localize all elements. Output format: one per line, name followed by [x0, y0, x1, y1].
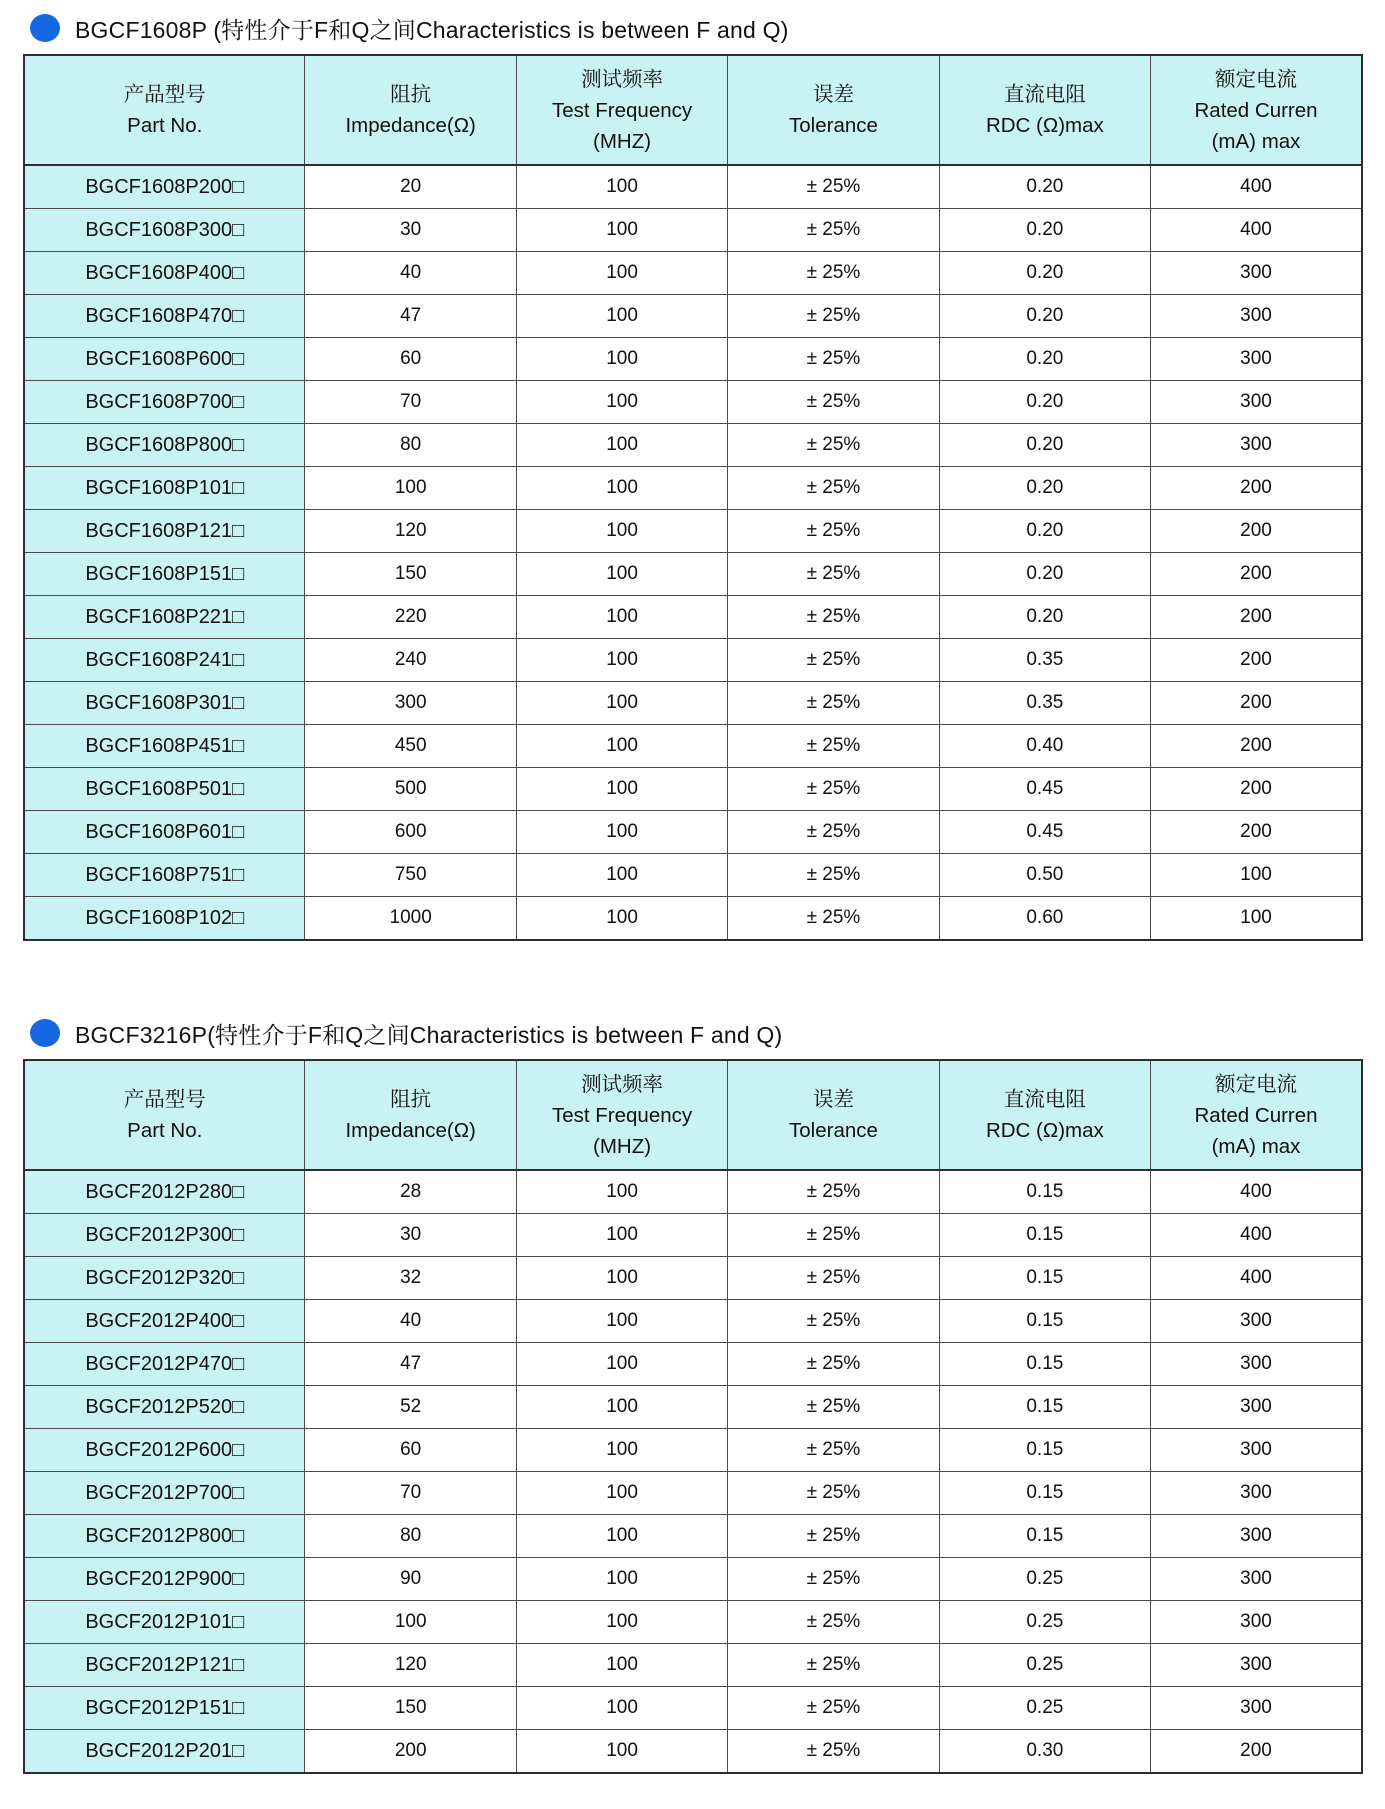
value-cell-test-frequency: 100	[516, 1170, 727, 1214]
table-row	[24, 1730, 1362, 1774]
part-no-cell: BGCF2012P151□	[24, 1687, 305, 1730]
part-no-cell: BGCF2012P520□	[24, 1386, 305, 1429]
value-cell-tolerance: ± 25%	[728, 854, 939, 897]
table-row	[24, 725, 1362, 768]
value-cell-test-frequency: 100	[516, 811, 727, 854]
value-cell-rdc: 0.15	[939, 1214, 1150, 1257]
value-cell-test-frequency: 100	[516, 1601, 727, 1644]
section-bgcf1608p	[23, 10, 1363, 941]
blue-bullet-icon	[30, 14, 60, 42]
value-cell-impedance: 220	[305, 596, 516, 639]
value-cell-rdc: 0.60	[939, 897, 1150, 941]
value-cell-tolerance: ± 25%	[728, 811, 939, 854]
value-cell-rated-current: 400	[1151, 165, 1362, 209]
value-cell-rated-current: 300	[1151, 1687, 1362, 1730]
value-cell-rdc: 0.20	[939, 295, 1150, 338]
value-cell-rdc: 0.20	[939, 510, 1150, 553]
part-no-cell: BGCF2012P800□	[24, 1515, 305, 1558]
value-cell-test-frequency: 100	[516, 1343, 727, 1386]
section-heading	[30, 1015, 1363, 1051]
value-cell-rated-current: 100	[1151, 854, 1362, 897]
table-row	[24, 209, 1362, 252]
value-cell-impedance: 70	[305, 1472, 516, 1515]
value-cell-impedance: 80	[305, 1515, 516, 1558]
value-cell-test-frequency: 100	[516, 1644, 727, 1687]
table-row	[24, 1300, 1362, 1343]
value-cell-test-frequency: 100	[516, 424, 727, 467]
value-cell-rdc: 0.15	[939, 1257, 1150, 1300]
value-cell-rated-current: 100	[1151, 897, 1362, 941]
value-cell-rdc: 0.20	[939, 424, 1150, 467]
table-row	[24, 424, 1362, 467]
part-no-cell: BGCF2012P280□	[24, 1170, 305, 1214]
column-header-rated-current: 额定电流 Rated Curren (mA) max	[1151, 55, 1362, 165]
value-cell-test-frequency: 100	[516, 1687, 727, 1730]
value-cell-impedance: 750	[305, 854, 516, 897]
value-cell-test-frequency: 100	[516, 1515, 727, 1558]
value-cell-impedance: 47	[305, 1343, 516, 1386]
value-cell-test-frequency: 100	[516, 165, 727, 209]
table-row	[24, 252, 1362, 295]
value-cell-rdc: 0.15	[939, 1300, 1150, 1343]
value-cell-rdc: 0.20	[939, 553, 1150, 596]
part-no-cell: BGCF1608P200□	[24, 165, 305, 209]
value-cell-tolerance: ± 25%	[728, 1515, 939, 1558]
value-cell-rdc: 0.20	[939, 338, 1150, 381]
part-no-cell: BGCF1608P102□	[24, 897, 305, 941]
value-cell-impedance: 100	[305, 1601, 516, 1644]
column-header-test-frequency: 测试频率 Test Frequency (MHZ)	[516, 1060, 727, 1170]
value-cell-tolerance: ± 25%	[728, 725, 939, 768]
value-cell-tolerance: ± 25%	[728, 1644, 939, 1687]
value-cell-tolerance: ± 25%	[728, 1429, 939, 1472]
value-cell-test-frequency: 100	[516, 381, 727, 424]
value-cell-impedance: 300	[305, 682, 516, 725]
value-cell-impedance: 90	[305, 1558, 516, 1601]
value-cell-impedance: 200	[305, 1730, 516, 1774]
table-row	[24, 1558, 1362, 1601]
value-cell-rdc: 0.45	[939, 768, 1150, 811]
part-no-cell: BGCF1608P470□	[24, 295, 305, 338]
value-cell-rated-current: 400	[1151, 1170, 1362, 1214]
table-row	[24, 1257, 1362, 1300]
table-row	[24, 1386, 1362, 1429]
table-row	[24, 1214, 1362, 1257]
value-cell-test-frequency: 100	[516, 467, 727, 510]
value-cell-test-frequency: 100	[516, 1472, 727, 1515]
value-cell-test-frequency: 100	[516, 639, 727, 682]
table-row	[24, 295, 1362, 338]
value-cell-test-frequency: 100	[516, 1386, 727, 1429]
value-cell-rdc: 0.35	[939, 682, 1150, 725]
value-cell-impedance: 47	[305, 295, 516, 338]
table-row	[24, 1472, 1362, 1515]
value-cell-impedance: 1000	[305, 897, 516, 941]
value-cell-tolerance: ± 25%	[728, 424, 939, 467]
value-cell-test-frequency: 100	[516, 725, 727, 768]
value-cell-tolerance: ± 25%	[728, 1214, 939, 1257]
spec-table-bgcf1608p	[23, 54, 1363, 941]
value-cell-tolerance: ± 25%	[728, 1472, 939, 1515]
value-cell-test-frequency: 100	[516, 596, 727, 639]
value-cell-rdc: 0.20	[939, 467, 1150, 510]
value-cell-impedance: 60	[305, 338, 516, 381]
value-cell-impedance: 40	[305, 252, 516, 295]
value-cell-rated-current: 300	[1151, 1300, 1362, 1343]
column-header-tolerance: 误差 Tolerance	[728, 55, 939, 165]
value-cell-rated-current: 200	[1151, 639, 1362, 682]
value-cell-rdc: 0.35	[939, 639, 1150, 682]
value-cell-test-frequency: 100	[516, 1257, 727, 1300]
value-cell-impedance: 600	[305, 811, 516, 854]
value-cell-rated-current: 200	[1151, 510, 1362, 553]
value-cell-impedance: 150	[305, 1687, 516, 1730]
value-cell-rdc: 0.15	[939, 1386, 1150, 1429]
value-cell-tolerance: ± 25%	[728, 209, 939, 252]
value-cell-rated-current: 200	[1151, 553, 1362, 596]
blue-bullet-icon	[30, 1019, 60, 1047]
value-cell-rated-current: 200	[1151, 768, 1362, 811]
part-no-cell: BGCF2012P320□	[24, 1257, 305, 1300]
value-cell-tolerance: ± 25%	[728, 1558, 939, 1601]
value-cell-rdc: 0.15	[939, 1343, 1150, 1386]
table-row	[24, 897, 1362, 941]
value-cell-rdc: 0.20	[939, 252, 1150, 295]
value-cell-tolerance: ± 25%	[728, 897, 939, 941]
value-cell-rated-current: 200	[1151, 682, 1362, 725]
column-header-rdc: 直流电阻 RDC (Ω)max	[939, 55, 1150, 165]
table-row	[24, 639, 1362, 682]
table-row	[24, 467, 1362, 510]
part-no-cell: BGCF1608P451□	[24, 725, 305, 768]
value-cell-rated-current: 300	[1151, 381, 1362, 424]
part-no-cell: BGCF2012P300□	[24, 1214, 305, 1257]
part-no-cell: BGCF2012P400□	[24, 1300, 305, 1343]
value-cell-test-frequency: 100	[516, 209, 727, 252]
part-no-cell: BGCF1608P101□	[24, 467, 305, 510]
value-cell-impedance: 100	[305, 467, 516, 510]
spec-table-bgcf3216p	[23, 1059, 1363, 1774]
table-row	[24, 811, 1362, 854]
part-no-cell: BGCF1608P800□	[24, 424, 305, 467]
value-cell-test-frequency: 100	[516, 1300, 727, 1343]
table-row	[24, 381, 1362, 424]
value-cell-tolerance: ± 25%	[728, 510, 939, 553]
value-cell-rated-current: 400	[1151, 1214, 1362, 1257]
value-cell-impedance: 120	[305, 1644, 516, 1687]
part-no-cell: BGCF1608P501□	[24, 768, 305, 811]
table-row	[24, 338, 1362, 381]
value-cell-test-frequency: 100	[516, 553, 727, 596]
table-row	[24, 1644, 1362, 1687]
value-cell-tolerance: ± 25%	[728, 682, 939, 725]
part-no-cell: BGCF1608P700□	[24, 381, 305, 424]
value-cell-rated-current: 200	[1151, 1730, 1362, 1774]
value-cell-rated-current: 300	[1151, 1644, 1362, 1687]
value-cell-tolerance: ± 25%	[728, 1687, 939, 1730]
value-cell-impedance: 52	[305, 1386, 516, 1429]
table-row	[24, 682, 1362, 725]
value-cell-test-frequency: 100	[516, 295, 727, 338]
value-cell-rdc: 0.15	[939, 1515, 1150, 1558]
value-cell-rated-current: 300	[1151, 1429, 1362, 1472]
column-header-part-no: 产品型号 Part No.	[24, 55, 305, 165]
value-cell-rated-current: 300	[1151, 252, 1362, 295]
section-title: BGCF3216P(特性介于F和Q之间Characteristics is between F and Q)	[75, 1021, 783, 1048]
value-cell-impedance: 240	[305, 639, 516, 682]
value-cell-test-frequency: 100	[516, 338, 727, 381]
part-no-cell: BGCF1608P121□	[24, 510, 305, 553]
value-cell-tolerance: ± 25%	[728, 338, 939, 381]
value-cell-rated-current: 300	[1151, 1558, 1362, 1601]
table-row	[24, 768, 1362, 811]
value-cell-rdc: 0.20	[939, 381, 1150, 424]
table-row	[24, 1515, 1362, 1558]
value-cell-impedance: 40	[305, 1300, 516, 1343]
value-cell-test-frequency: 100	[516, 682, 727, 725]
value-cell-rated-current: 200	[1151, 811, 1362, 854]
value-cell-tolerance: ± 25%	[728, 252, 939, 295]
value-cell-tolerance: ± 25%	[728, 639, 939, 682]
part-no-cell: BGCF1608P221□	[24, 596, 305, 639]
part-no-cell: BGCF2012P201□	[24, 1730, 305, 1774]
table-row	[24, 1429, 1362, 1472]
value-cell-rdc: 0.25	[939, 1601, 1150, 1644]
part-no-cell: BGCF2012P600□	[24, 1429, 305, 1472]
part-no-cell: BGCF2012P900□	[24, 1558, 305, 1601]
value-cell-rdc: 0.20	[939, 209, 1150, 252]
value-cell-rated-current: 200	[1151, 596, 1362, 639]
part-no-cell: BGCF1608P151□	[24, 553, 305, 596]
value-cell-rated-current: 300	[1151, 1515, 1362, 1558]
value-cell-rdc: 0.20	[939, 165, 1150, 209]
part-no-cell: BGCF1608P241□	[24, 639, 305, 682]
value-cell-impedance: 28	[305, 1170, 516, 1214]
value-cell-tolerance: ± 25%	[728, 1257, 939, 1300]
value-cell-rdc: 0.20	[939, 596, 1150, 639]
table-row	[24, 165, 1362, 209]
value-cell-tolerance: ± 25%	[728, 1170, 939, 1214]
value-cell-tolerance: ± 25%	[728, 165, 939, 209]
value-cell-rated-current: 200	[1151, 725, 1362, 768]
value-cell-tolerance: ± 25%	[728, 1730, 939, 1774]
value-cell-rated-current: 300	[1151, 295, 1362, 338]
value-cell-impedance: 500	[305, 768, 516, 811]
column-header-impedance: 阻抗 Impedance(Ω)	[305, 1060, 516, 1170]
column-header-tolerance: 误差 Tolerance	[728, 1060, 939, 1170]
value-cell-impedance: 20	[305, 165, 516, 209]
table-row	[24, 1343, 1362, 1386]
table-row	[24, 854, 1362, 897]
part-no-cell: BGCF1608P400□	[24, 252, 305, 295]
value-cell-tolerance: ± 25%	[728, 467, 939, 510]
column-header-rdc: 直流电阻 RDC (Ω)max	[939, 1060, 1150, 1170]
value-cell-impedance: 32	[305, 1257, 516, 1300]
value-cell-tolerance: ± 25%	[728, 1386, 939, 1429]
value-cell-rdc: 0.25	[939, 1558, 1150, 1601]
value-cell-test-frequency: 100	[516, 252, 727, 295]
section-bgcf3216p	[23, 1015, 1363, 1774]
part-no-cell: BGCF2012P470□	[24, 1343, 305, 1386]
value-cell-rated-current: 400	[1151, 1257, 1362, 1300]
table-row	[24, 596, 1362, 639]
value-cell-impedance: 30	[305, 1214, 516, 1257]
part-no-cell: BGCF2012P101□	[24, 1601, 305, 1644]
column-header-test-frequency: 测试频率 Test Frequency (MHZ)	[516, 55, 727, 165]
value-cell-tolerance: ± 25%	[728, 553, 939, 596]
part-no-cell: BGCF1608P751□	[24, 854, 305, 897]
value-cell-test-frequency: 100	[516, 768, 727, 811]
part-no-cell: BGCF1608P301□	[24, 682, 305, 725]
value-cell-tolerance: ± 25%	[728, 381, 939, 424]
header-row	[24, 1060, 1362, 1170]
value-cell-rdc: 0.40	[939, 725, 1150, 768]
column-header-rated-current: 额定电流 Rated Curren (mA) max	[1151, 1060, 1362, 1170]
part-no-cell: BGCF2012P700□	[24, 1472, 305, 1515]
value-cell-rated-current: 300	[1151, 1472, 1362, 1515]
value-cell-rated-current: 200	[1151, 467, 1362, 510]
value-cell-impedance: 450	[305, 725, 516, 768]
part-no-cell: BGCF1608P600□	[24, 338, 305, 381]
value-cell-tolerance: ± 25%	[728, 295, 939, 338]
value-cell-rdc: 0.25	[939, 1687, 1150, 1730]
table-row	[24, 1170, 1362, 1214]
part-no-cell: BGCF1608P300□	[24, 209, 305, 252]
value-cell-rdc: 0.15	[939, 1429, 1150, 1472]
table-row	[24, 553, 1362, 596]
part-no-cell: BGCF2012P121□	[24, 1644, 305, 1687]
value-cell-test-frequency: 100	[516, 510, 727, 553]
value-cell-rated-current: 400	[1151, 209, 1362, 252]
value-cell-rated-current: 300	[1151, 338, 1362, 381]
value-cell-test-frequency: 100	[516, 854, 727, 897]
value-cell-impedance: 80	[305, 424, 516, 467]
value-cell-rdc: 0.15	[939, 1472, 1150, 1515]
value-cell-test-frequency: 100	[516, 1730, 727, 1774]
value-cell-rdc: 0.50	[939, 854, 1150, 897]
table-row	[24, 510, 1362, 553]
value-cell-impedance: 120	[305, 510, 516, 553]
value-cell-rdc: 0.45	[939, 811, 1150, 854]
value-cell-rated-current: 300	[1151, 1601, 1362, 1644]
value-cell-tolerance: ± 25%	[728, 1343, 939, 1386]
table-row	[24, 1601, 1362, 1644]
value-cell-test-frequency: 100	[516, 1214, 727, 1257]
value-cell-rated-current: 300	[1151, 1386, 1362, 1429]
value-cell-rated-current: 300	[1151, 424, 1362, 467]
value-cell-tolerance: ± 25%	[728, 1300, 939, 1343]
table-row	[24, 1687, 1362, 1730]
value-cell-rdc: 0.30	[939, 1730, 1150, 1774]
header-row	[24, 55, 1362, 165]
section-title: BGCF1608P (特性介于F和Q之间Characteristics is between F and Q)	[75, 16, 789, 43]
value-cell-tolerance: ± 25%	[728, 596, 939, 639]
part-no-cell: BGCF1608P601□	[24, 811, 305, 854]
value-cell-test-frequency: 100	[516, 1429, 727, 1472]
value-cell-test-frequency: 100	[516, 897, 727, 941]
column-header-part-no: 产品型号 Part No.	[24, 1060, 305, 1170]
value-cell-impedance: 70	[305, 381, 516, 424]
value-cell-test-frequency: 100	[516, 1558, 727, 1601]
value-cell-impedance: 150	[305, 553, 516, 596]
column-header-impedance: 阻抗 Impedance(Ω)	[305, 55, 516, 165]
value-cell-impedance: 60	[305, 1429, 516, 1472]
value-cell-impedance: 30	[305, 209, 516, 252]
value-cell-tolerance: ± 25%	[728, 1601, 939, 1644]
section-heading	[30, 10, 1363, 46]
value-cell-rated-current: 300	[1151, 1343, 1362, 1386]
value-cell-rdc: 0.15	[939, 1170, 1150, 1214]
value-cell-rdc: 0.25	[939, 1644, 1150, 1687]
value-cell-tolerance: ± 25%	[728, 768, 939, 811]
